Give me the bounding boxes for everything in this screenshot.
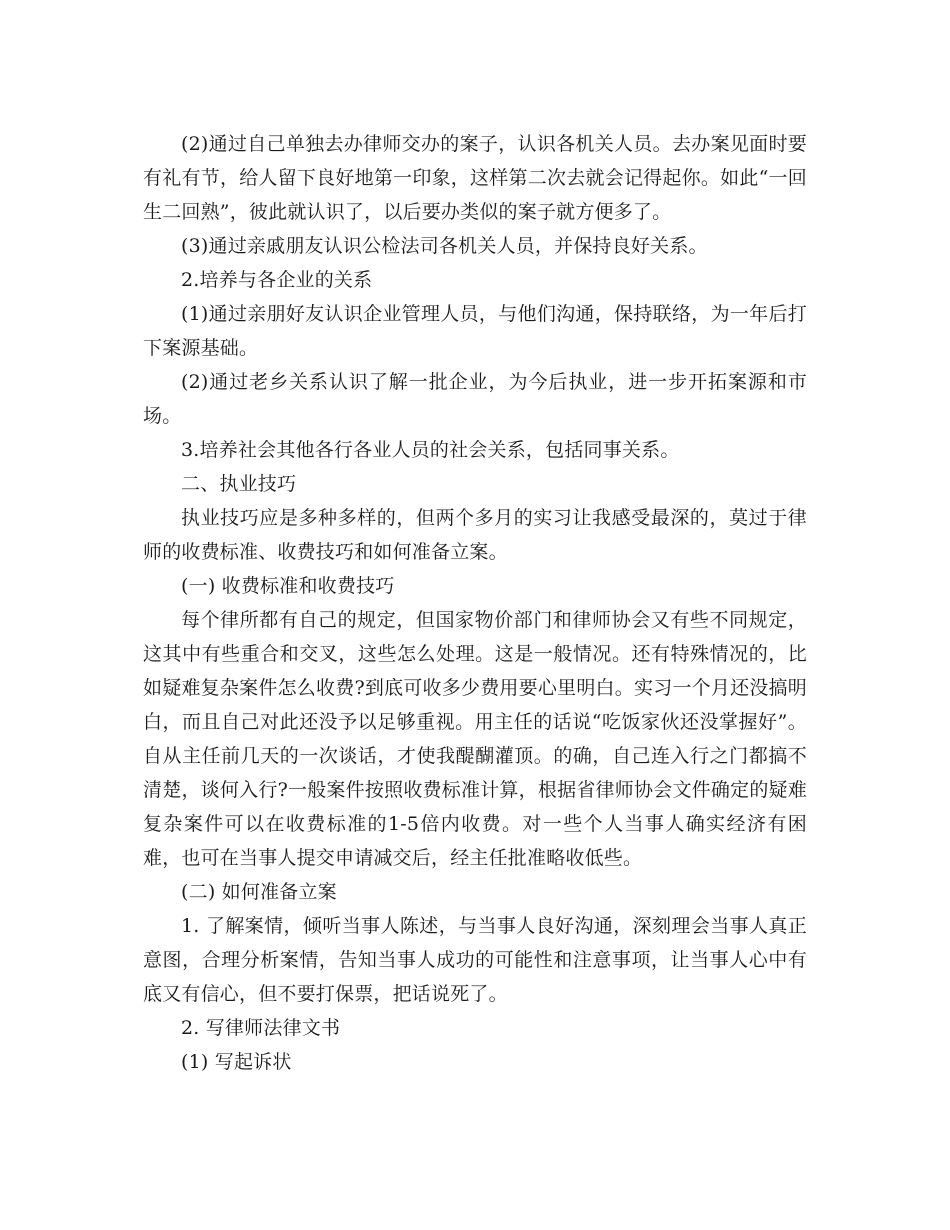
section-heading: 2.培养与各企业的关系 <box>181 269 373 291</box>
paragraph: (3)通过亲戚朋友认识公检法司各机关人员，并保持良好关系。 <box>181 235 708 257</box>
section-heading: (1) 写起诉状 <box>181 1051 292 1073</box>
paragraph: (2)通过自己单独去办律师交办的案子，认识各机关人员。去办案见面时要有礼有节，给人留下良好地第一印象，这样第二次去就会记得起你。如此“一回生二回熟”，彼此就认识了，以后要办类似的案子就方便多了。 <box>143 133 807 223</box>
section-heading: 2. 写律师法律文书 <box>181 1017 341 1039</box>
section-heading: (二) 如何准备立案 <box>181 881 337 903</box>
section-heading: 3.培养社会其他各行各业人员的社会关系，包括同事关系。 <box>181 439 680 461</box>
section-heading: (一) 收费标准和收费技巧 <box>181 575 395 597</box>
paragraph: (1)通过亲朋好友认识企业管理人员，与他们沟通，保持联络，为一年后打下案源基础。 <box>143 303 807 359</box>
section-heading: 二、执业技巧 <box>181 473 297 495</box>
paragraph: 执业技巧应是多种多样的，但两个多月的实习让我感受最深的，莫过于律师的收费标准、收费技巧和如何准备立案。 <box>143 507 807 563</box>
document-body <box>143 127 807 1079</box>
paragraph: 每个律所都有自己的规定，但国家物价部门和律师协会又有些不同规定，这其中有些重合和交叉，这些怎么处理。这是一般情况。还有特殊情况的，比如疑难复杂案件怎么收费?到底可收多少费用要心里明白。实习一个月还没搞明白，而且自己对此还没予以足够重视。用主任的话说“吃饭家伙还没掌握好”。自从主任前几天的一次谈话，才使我醍醐灌顶。的确，自己连入行之门都搞不清楚，谈何入行?一般案件按照收费标准计算，根据省律师协会文件确定的疑难复杂案件可以在收费标准的1-5倍内收费。对一些个人当事人确实经济有困难，也可在当事人提交申请减交后，经主任批准略收低些。 <box>143 609 807 869</box>
paragraph: 1. 了解案情，倾听当事人陈述，与当事人良好沟通，深刻理会当事人真正意图，合理分析案情，告知当事人成功的可能性和注意事项，让当事人心中有底又有信心，但不要打保票，把话说死了。 <box>143 915 807 1005</box>
paragraph: (2)通过老乡关系认识了解一批企业，为今后执业，进一步开拓案源和市场。 <box>143 371 807 427</box>
